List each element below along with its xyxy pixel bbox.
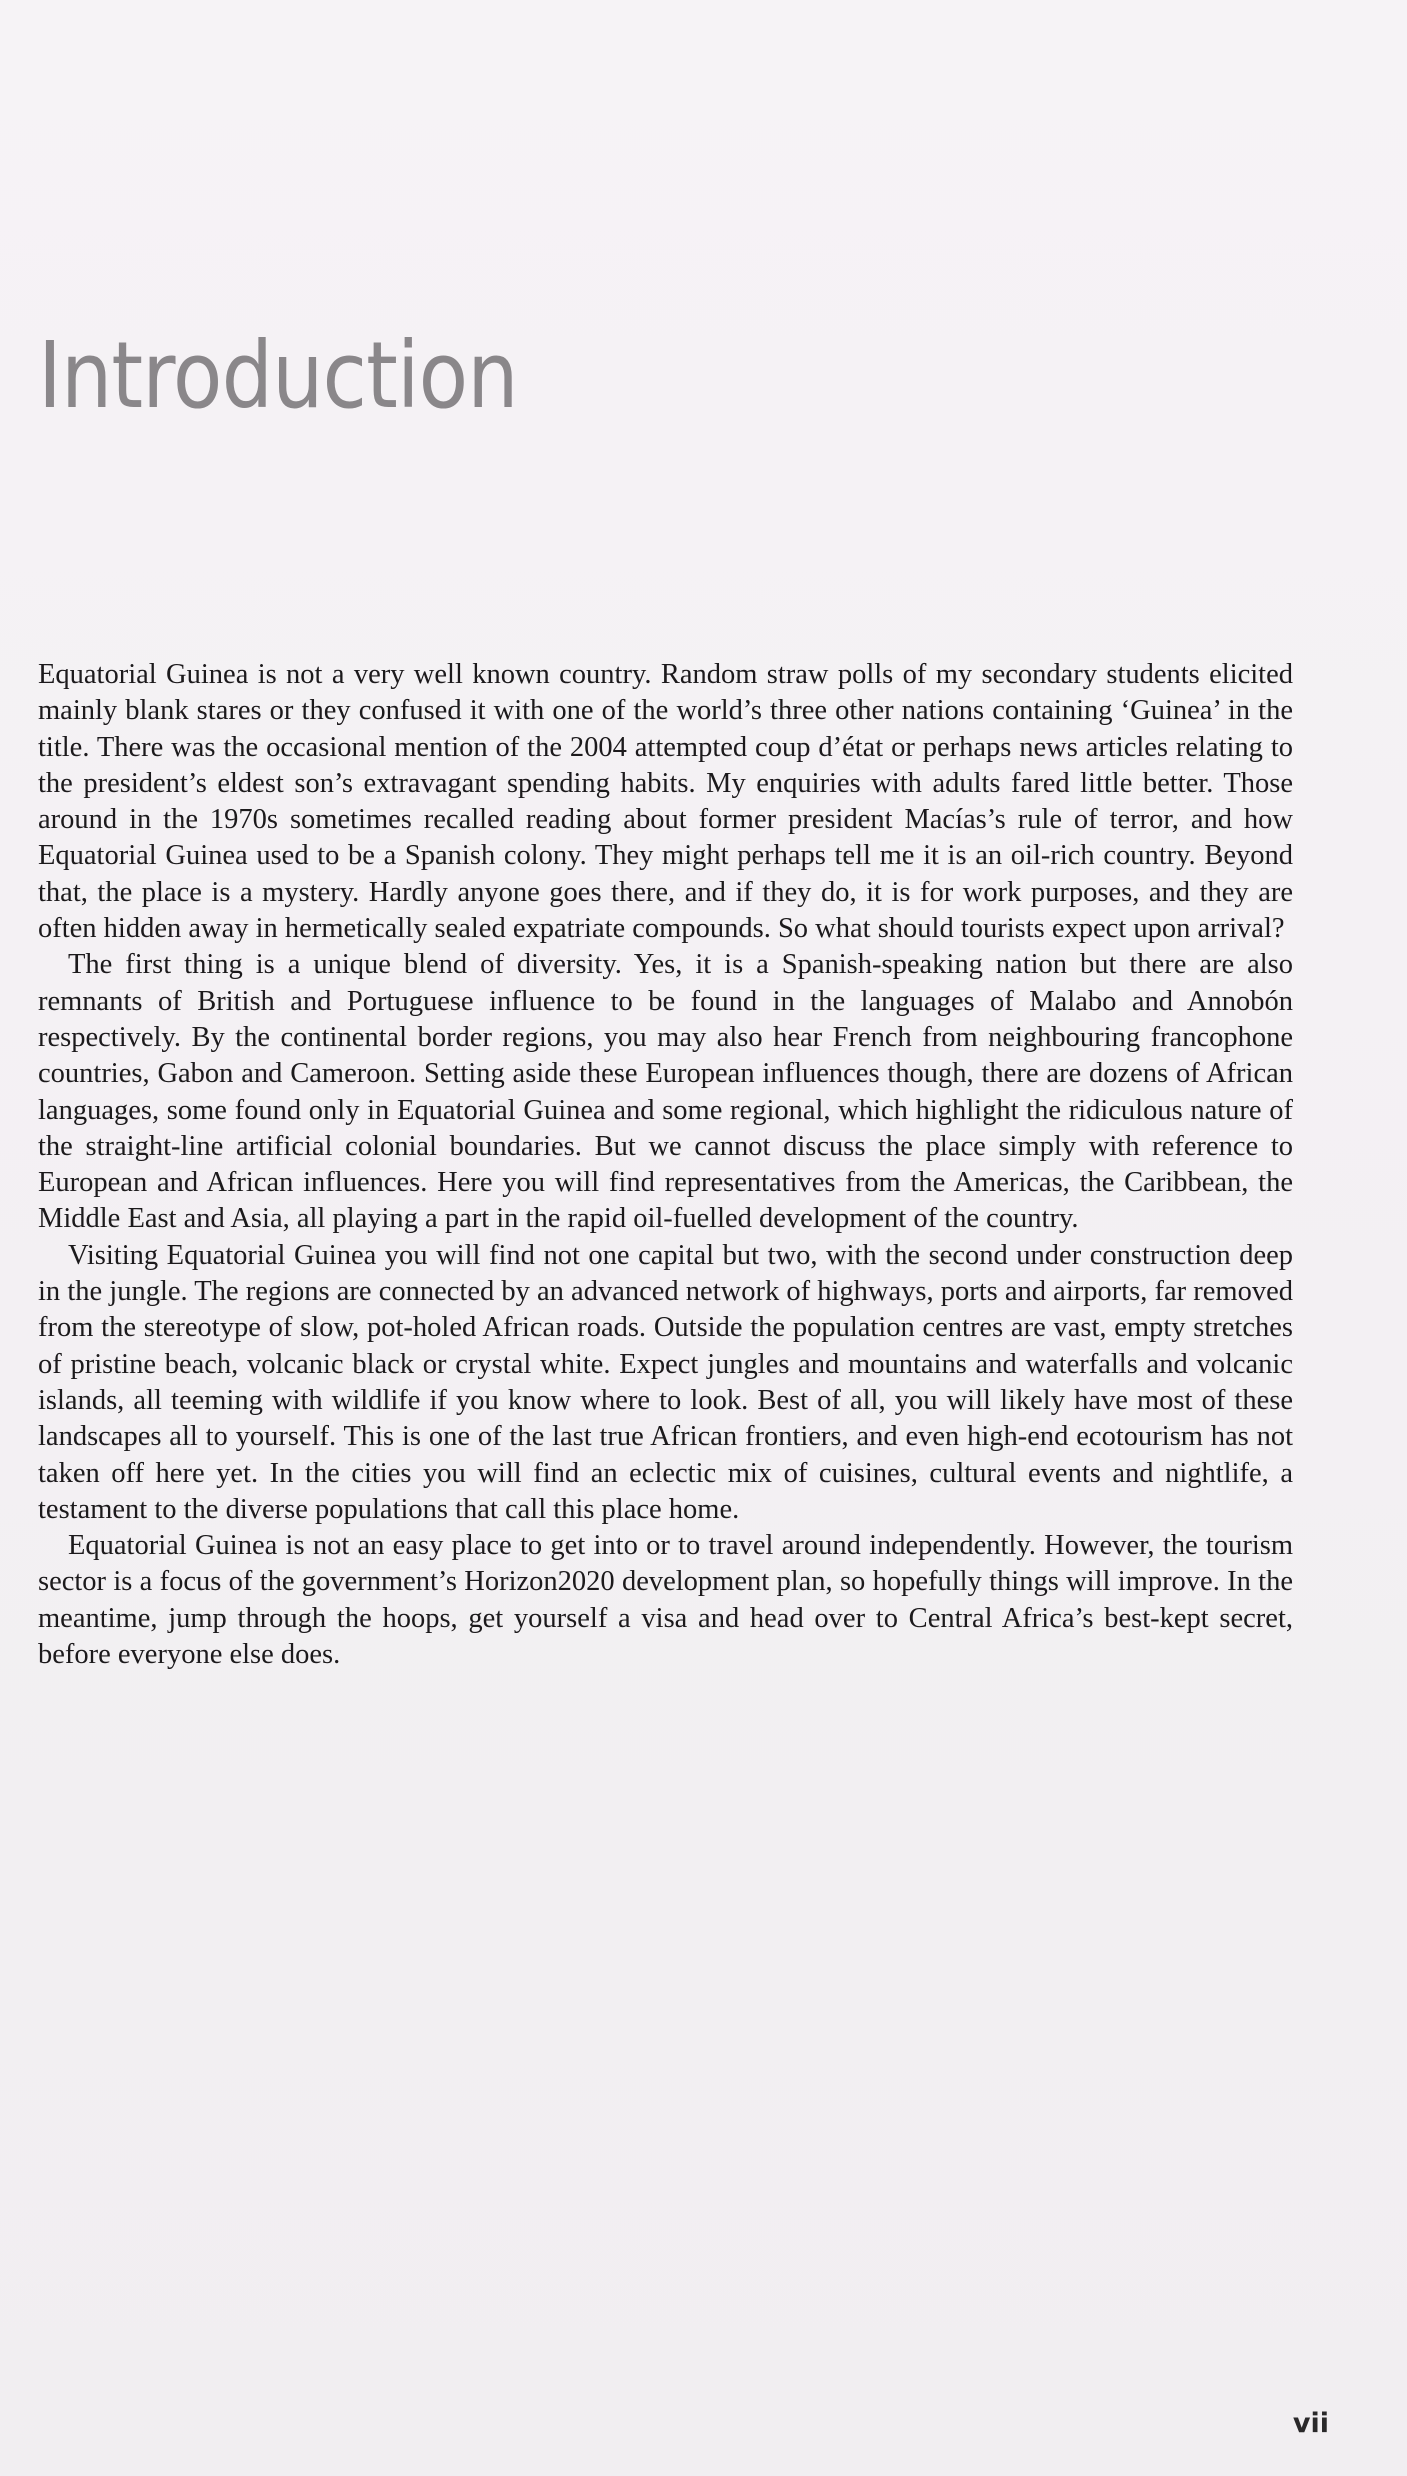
paragraph-1: Equatorial Guinea is not a very well known country. Random straw polls of my secondary students elicited mainly blank stares or they confused it with one of the world’s three other nations containing ‘Guinea’ in the title. There was the occasional mention of the 2004 attempted coup d’état or perhaps news articles relating to the president’s eldest son’s extravagant spending habits. My enquiries with adults fared little better. Those around in the 1970s sometimes recalled reading about former president Macías’s rule of terror, and how Equatorial Guinea used to be a Spanish colony. They might perhaps tell me it is an oil-rich country. Beyond that, the place is a mystery. Hardly anyone goes there, and if they do, it is for work purposes, and they are often hidden away in hermetically sealed expatriate compounds. So what should tourists expect upon arrival? — [38, 659, 1293, 945]
paragraph-4: Equatorial Guinea is not an easy place to get into or to travel around independently. However, the tourism sector is a focus of the government’s Horizon2020 development plan, so hopefully things will improve. In the meantime, jump through the hoops, get yourself a visa and head over to Central Africa’s best-kept secret, before everyone else does. — [38, 1530, 1293, 1671]
chapter-heading: Introduction — [38, 322, 518, 429]
page-number: vii — [1292, 2408, 1329, 2439]
paragraph-2: The first thing is a unique blend of diversity. Yes, it is a Spanish-speaking nation but there are also remnants of British and Portuguese influence to be found in the languages of Malabo and Annobón respectively. By the continental border regions, you may also hear French from neighbouring francophone countries, Gabon and Cameroon. Setting aside these European influences though, there are dozens of African languages, some found only in Equatorial Guinea and some regional, which highlight the ridiculous nature of the straight-line artificial colonial boundaries. But we cannot discuss the place simply with reference to European and African influences. Here you will find representatives from the Americas, the Caribbean, the Middle East and Asia, all playing a part in the rapid oil-fuelled development of the country. — [38, 949, 1293, 1235]
body-text — [38, 657, 1293, 1673]
paragraph-3: Visiting Equatorial Guinea you will find not one capital but two, with the second under construction deep in the jungle. The regions are connected by an advanced network of highways, ports and airports, far removed from the stereotype of slow, pot-holed African roads. Outside the population centres are vast, empty stretches of pristine beach, volcanic black or crystal white. Expect jungles and mountains and waterfalls and volcanic islands, all teeming with wildlife if you know where to look. Best of all, you will likely have most of these landscapes all to yourself. This is one of the last true African frontiers, and even high-end ecotourism has not taken off here yet. In the cities you will find an eclectic mix of cuisines, cultural events and nightlife, a testament to the diverse populations that call this place home. — [38, 1239, 1293, 1525]
